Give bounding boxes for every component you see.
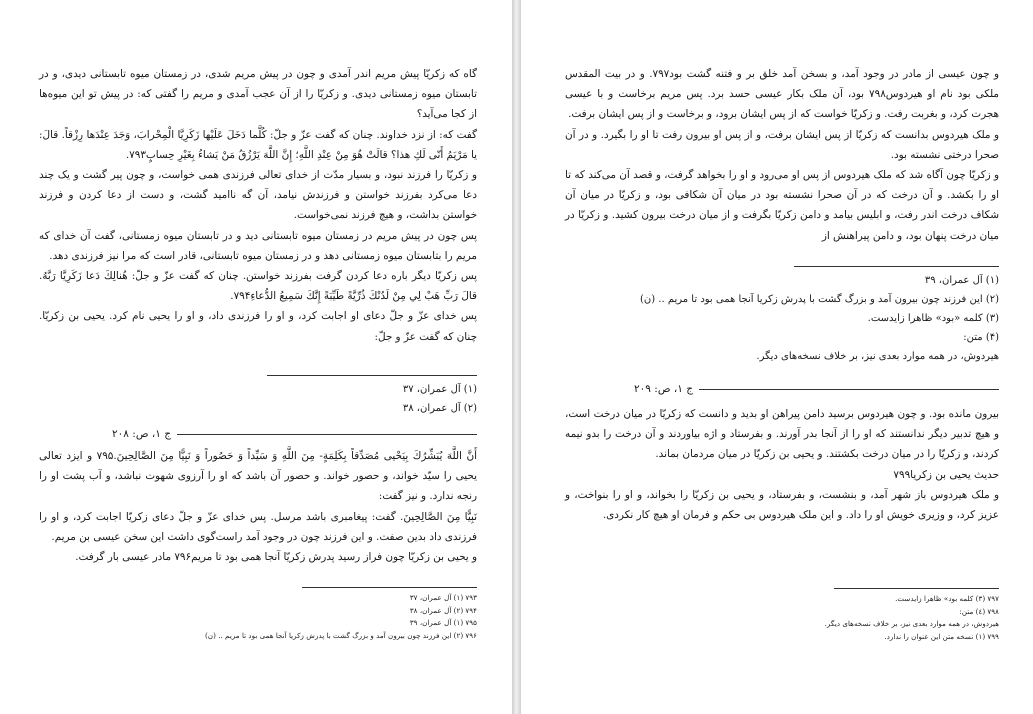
endnote: ۷۹۳ (۱) آل عمران، ۳۷: [409, 593, 477, 602]
paragraph: و چون عیسی از مادر در وجود آمد، و بسخن آمد خلق بر و فتنه گشت بود۷۹۷. و در بیت المقدس ملکی بود نام او هیردوس۷۹۸ بود، آن ملک بکار عیسی حسد برد. پس مریم برخاست و با عیسی هجرت کرد، و بغربت رفت. و زکریّا خواست که از پس ایشان برود، و برخاست و از پس ایشان برفت.: [565, 68, 1000, 121]
right-body: [565, 64, 999, 246]
endnote: ۷۹۹ (١) نسخه متن این عنوان را ندارد.: [884, 631, 999, 641]
right-body-continued: [565, 404, 999, 525]
paragraph: و ملک هیردوس باز شهر آمد، و بنشست، و بفرستاد، و یحیی بن زکریّا را بخواند، و او را بنواخت، و عزیز کرد، و وزیری خویش او را داد. و این ملک هیردوس بی حکم و فرمان او هیچ کار نکردی.: [565, 488, 999, 522]
footnote: (۱) آل عمران، ۳۹: [924, 275, 999, 286]
page-marker-label: ج ۱، ص: ۲۰۸: [112, 428, 171, 440]
endnote: هیردوش، در همه موارد بعدی نیز، بر خلاف نسخه‌های دیگر.: [824, 619, 999, 628]
footnote-rule: [267, 375, 477, 376]
endnote: ۷۹۷ (۳) کلمه بود» ظاهرا زایدست.: [895, 594, 999, 603]
right-endnotes: [565, 593, 999, 643]
paragraph: پس خدای عزّ و جلّ دعای او اجابت کرد، و او را فرزندی داد، و او را یحیی نام کرد. یحیی بن زکریّا. چنان که گفت عزّ و جلّ:: [39, 310, 477, 343]
page-marker: [112, 428, 477, 440]
endnote-rule: [302, 587, 477, 588]
footnote: هیردوش، در همه موارد بعدی نیز، بر خلاف نسخه‌های دیگر.: [756, 351, 999, 362]
page-marker: [634, 383, 999, 395]
page-marker-line: [699, 389, 999, 390]
paragraph: و زکریّا را فرزند نبود، و بسیار مدّت از خدای تعالی فرزندی همی خواست، و چون پیر گشت و یک چند دعا می‌کرد بفرزند خواستن و فرزندش نیامد، آن گه ناامید گشت، و دست از دعا کردن و فرزند خواستن بداشت، و هیچ فرزند نمی‌خواست.: [39, 169, 477, 222]
endnote: ۷۹۸ (٤) متن:: [959, 606, 999, 616]
footnote: (۲) این فرزند چون بیرون آمد و بزرگ گشت با پدرش زکریا آنجا همی بود تا مریم .. (ن): [639, 294, 999, 305]
left-body: [39, 64, 477, 347]
paragraph: نَبِيًّا مِنَ الصَّالِحِينَ. گفت: پیغامبری باشد مرسل. پس خدای عزّ و جلّ دعای زکریّا اجابت کرد، و او را فرزندی داد بدین صفت. و این فرزند چون در وجود آمد راست‌گوی داشت این سخن عیسی بن مریم.: [39, 510, 477, 543]
endnote: ۷۹۵ (۱) آل عمران، ۳۹: [409, 618, 477, 627]
endnote: ۷۹۴ (۲) آل عمران، ۳۸: [409, 605, 477, 615]
footnote: (۱) آل عمران، ۳۷: [402, 384, 477, 395]
endnote: ۷۹۶ (۲) این فرزند چون بیرون آمد و بزرگ گشت با پدرش زکریا آنجا همی بود تا مریم .. (ن): [205, 630, 477, 640]
paragraph: و ملک هیردوس بدانست که زکریّا از پس ایشان برفت، و از پس او بیرون رفت تا او را بگیرد. و در آن صحرا درختی نشسته بود.: [565, 128, 999, 161]
paragraph: پس چون در پیش مریم در زمستان میوه تابستانی دید و در تابستان میوه زمستانی، گفت آن خدای که مریم را بتابستان میوه زمستانی دهد و در زمستان میوه تابستانی، قادر است که مرا نیز فرزندی دهد.: [39, 229, 477, 262]
footnote-rule: [794, 266, 999, 267]
paragraph: و زکریّا چون آگاه شد که ملک هیردوس از پس او می‌رود و او را بخواهد گرفت، و قصد آن می‌کند که تا او را بکشد. و آن درخت که در آن صحرا نشسته بود در میان آن شکافی بود، و زکریّا در میان آن شکاف درخت اندر رفت، و ابلیس بیامد و دامن زکریّا بگرفت و از میان درخت بیرون کشید. و زکریّا در میان درخت پنهان بود، و دامن پیراهنش از: [565, 169, 999, 242]
paragraph: أَنَّ اللَّهَ يُبَشِّرُكَ بِيَحْيى مُصَدِّقاً بِكَلِمَةٍ- مِنَ اللَّهِ وَ سَيِّداً وَ حَصُوراً وَ نَبِيًّا مِنَ الصَّالِحِينَ.۷۹۵ و ایزد تعالی یحیی را سیّد خواند، و حصور خواند. و حصور آن باشد که او را آرزوی شهوت نباشد، و آب پشت او را رنجه ندارد. و نیز گفت:: [39, 450, 477, 503]
right-page: [521, 0, 1033, 714]
footnote: (۳) کلمه «بود» ظاهرا زایدست.: [867, 313, 999, 324]
page-marker-label: ج ۱، ص: ۲۰۹: [634, 383, 693, 395]
left-endnotes: [39, 592, 477, 642]
footnote: (۴) متن:: [963, 332, 999, 343]
endnote-rule: [834, 588, 999, 589]
paragraph: بیرون مانده بود. و چون هیردوس برسید دامن پیراهن او بدید و دانست که زکریّا در میان درخت است، و هیچ تدبیر دیگر ندانستند که او را از آنجا بدر آورند. و بفرستاد و اژه بیاوردند و آن درخت را بدو نیمه کردند، و زکریّا را در میان درخت بکشتند. و یحیی بن زکریّا در میان مردمان بماند.: [565, 408, 999, 461]
left-footnotes: [39, 380, 477, 418]
paragraph: گفت که: از نزد خداوند. چنان که گفت عزّ و جلّ: كُلَّما دَخَلَ عَلَيْها زَكَرِيَّا الْمِحْرابَ، وَجَدَ عِنْدَها رِزْقاً. قالَ: يا مَرْيَمُ أَنّى لَكِ هذا؟ قالَتْ هُوَ مِنْ عِنْدِ اللَّهِ؛ إِنَّ اللَّهَ يَرْزُقُ مَنْ يَشاءُ بِغَيْرِ حِسابٍ۷۹۳.: [39, 128, 477, 161]
paragraph: و یحیی بن زکریّا چون فراز رسید پدرش زکریّا آنجا همی بود تا مریم۷۹۶ مادر عیسی بار گرفت.: [75, 551, 477, 564]
book-gutter: [512, 0, 521, 714]
left-page: [0, 0, 512, 714]
paragraph: پس زکریّا دیگر باره دعا کردن گرفت بفرزند خواستن. چنان که گفت عزّ و جلّ: هُنالِكَ دَعا زَكَرِيَّا رَبَّهُ. قالَ رَبِّ هَبْ لِي مِنْ لَدُنْكَ ذُرِّيَّةً طَيِّبَةً إِنَّكَ سَمِيعُ الدُّعاءِ۷۹۴.: [39, 270, 477, 303]
right-footnotes: [565, 271, 999, 366]
page-marker-line: [177, 434, 477, 435]
paragraph: گاه که زکریّا پیش مریم اندر آمدی و چون در پیش مریم شدی، در زمستان میوه تابستانی دیدی، و در تابستان میوه زمستانی دیدی. و زکریّا را از آن عجب آمدی و مریم را گفتی که: در پیش تو این میوه‌ها از کجا می‌آید؟: [39, 68, 477, 121]
footnote: (۲) آل عمران، ۳۸: [402, 403, 477, 414]
left-body-continued: [39, 446, 477, 567]
section-heading: حدیث یحیی بن زکریا۷۹۹: [893, 468, 999, 481]
